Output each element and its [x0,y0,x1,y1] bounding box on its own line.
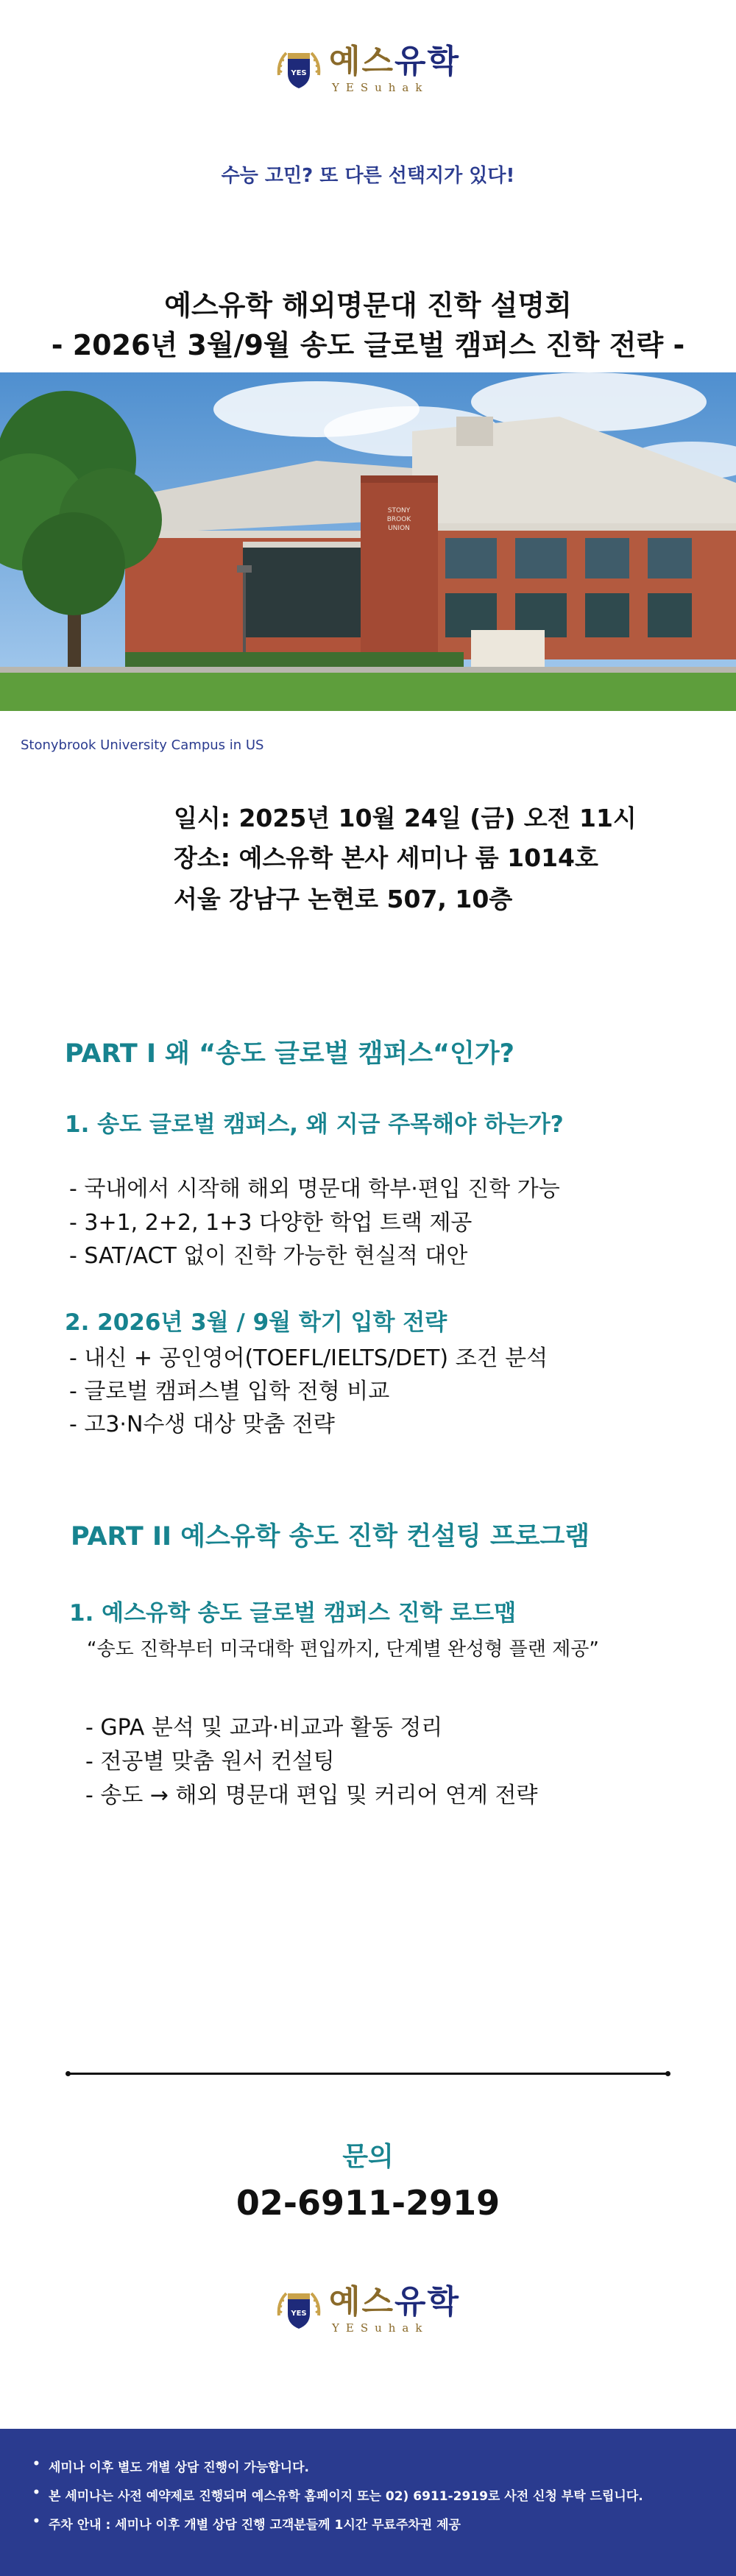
footer-logo [0,2283,736,2335]
event-title-line2: - 2026년 3월/9월 송도 글로벌 캠퍼스 진학 전략 - [51,329,685,361]
footer-notice [0,2429,736,2576]
brand-subtitle: YESuhak [331,81,429,94]
crest-text: YES [291,69,307,77]
crest-icon [276,47,322,93]
brand-name: 예스유학 [328,43,461,80]
list-item: - 송도 → 해외 명문대 편입 및 커리어 연계 전략 [85,1783,538,1808]
brand-subtitle: YESuhak [331,2321,429,2335]
event-title-line1: 예스유학 해외명문대 진학 설명회 [164,289,572,322]
part1-heading: PART I 왜 “송도 글로벌 캠퍼스“인가? [65,1039,514,1069]
list-item: - GPA 분석 및 교과·비교과 활동 정리 [85,1715,443,1741]
part2-section1-heading: 1. 예스유학 송도 글로벌 캠퍼스 진학 로드맵 [69,1600,517,1627]
tagline: 수능 고민? 또 다른 선택지가 있다! [221,165,515,187]
footer-note: • 본 세미나는 사전 예약제로 진행되며 예스유학 홈페이지 또는 02) 6911-2919로 사전 신청 부탁 드립니다. [32,2485,736,2504]
event-address: 서울 강남구 논현로 507, 10층 [174,885,513,913]
event-place: 장소: 예스유학 본사 세미나 룸 1014호 [174,843,598,872]
divider [68,2073,668,2075]
list-item: - 3+1, 2+2, 1+3 다양한 학업 트랙 제공 [69,1210,473,1236]
list-item: - SAT/ACT 없이 진학 가능한 현실적 대안 [69,1243,468,1269]
sign-line-3: UNION [388,525,410,532]
crest-text: YES [291,2310,307,2318]
sign-line-2: BROOK [386,516,411,523]
footer-note: • 세미나 이후 별도 개별 상담 진행이 가능합니다. [32,2457,736,2475]
contact-phone[interactable]: 02-6911-2919 [236,2183,500,2223]
list-item: - 전공별 맞춤 원서 컨설팅 [85,1749,335,1774]
event-date: 일시: 2025년 10월 24일 (금) 오전 11시 [174,804,637,832]
part1-section2-heading: 2. 2026년 3월 / 9월 학기 입학 전략 [65,1309,447,1336]
list-item: - 글로벌 캠퍼스별 입학 전형 비교 [69,1379,390,1404]
campus-photo [0,372,736,711]
sign-line-1: STONY [387,507,411,514]
list-item: - 국내에서 시작해 해외 명문대 학부·편입 진학 가능 [69,1176,560,1202]
crest-icon [276,2287,322,2333]
list-item: - 내신 + 공인영어(TOEFL/IELTS/DET) 조건 분석 [69,1345,548,1371]
header-logo [0,43,736,94]
part2-heading: PART II 예스유학 송도 진학 컨설팅 프로그램 [71,1522,590,1551]
contact-label: 문의 [342,2142,394,2172]
part1-section1-heading: 1. 송도 글로벌 캠퍼스, 왜 지금 주목해야 하는가? [65,1111,564,1138]
part2-quote: “송도 진학부터 미국대학 편입까지, 단계별 완성형 플랜 제공” [87,1638,599,1660]
list-item: - 고3·N수생 대상 맞춤 전략 [69,1412,335,1437]
footer-note: • 주차 안내 : 세미나 이후 개별 상담 진행 고객분들께 1시간 무료주차권 제공 [32,2514,736,2533]
photo-caption: Stonybrook University Campus in US [21,737,264,753]
brand-name: 예스유학 [328,2283,461,2321]
